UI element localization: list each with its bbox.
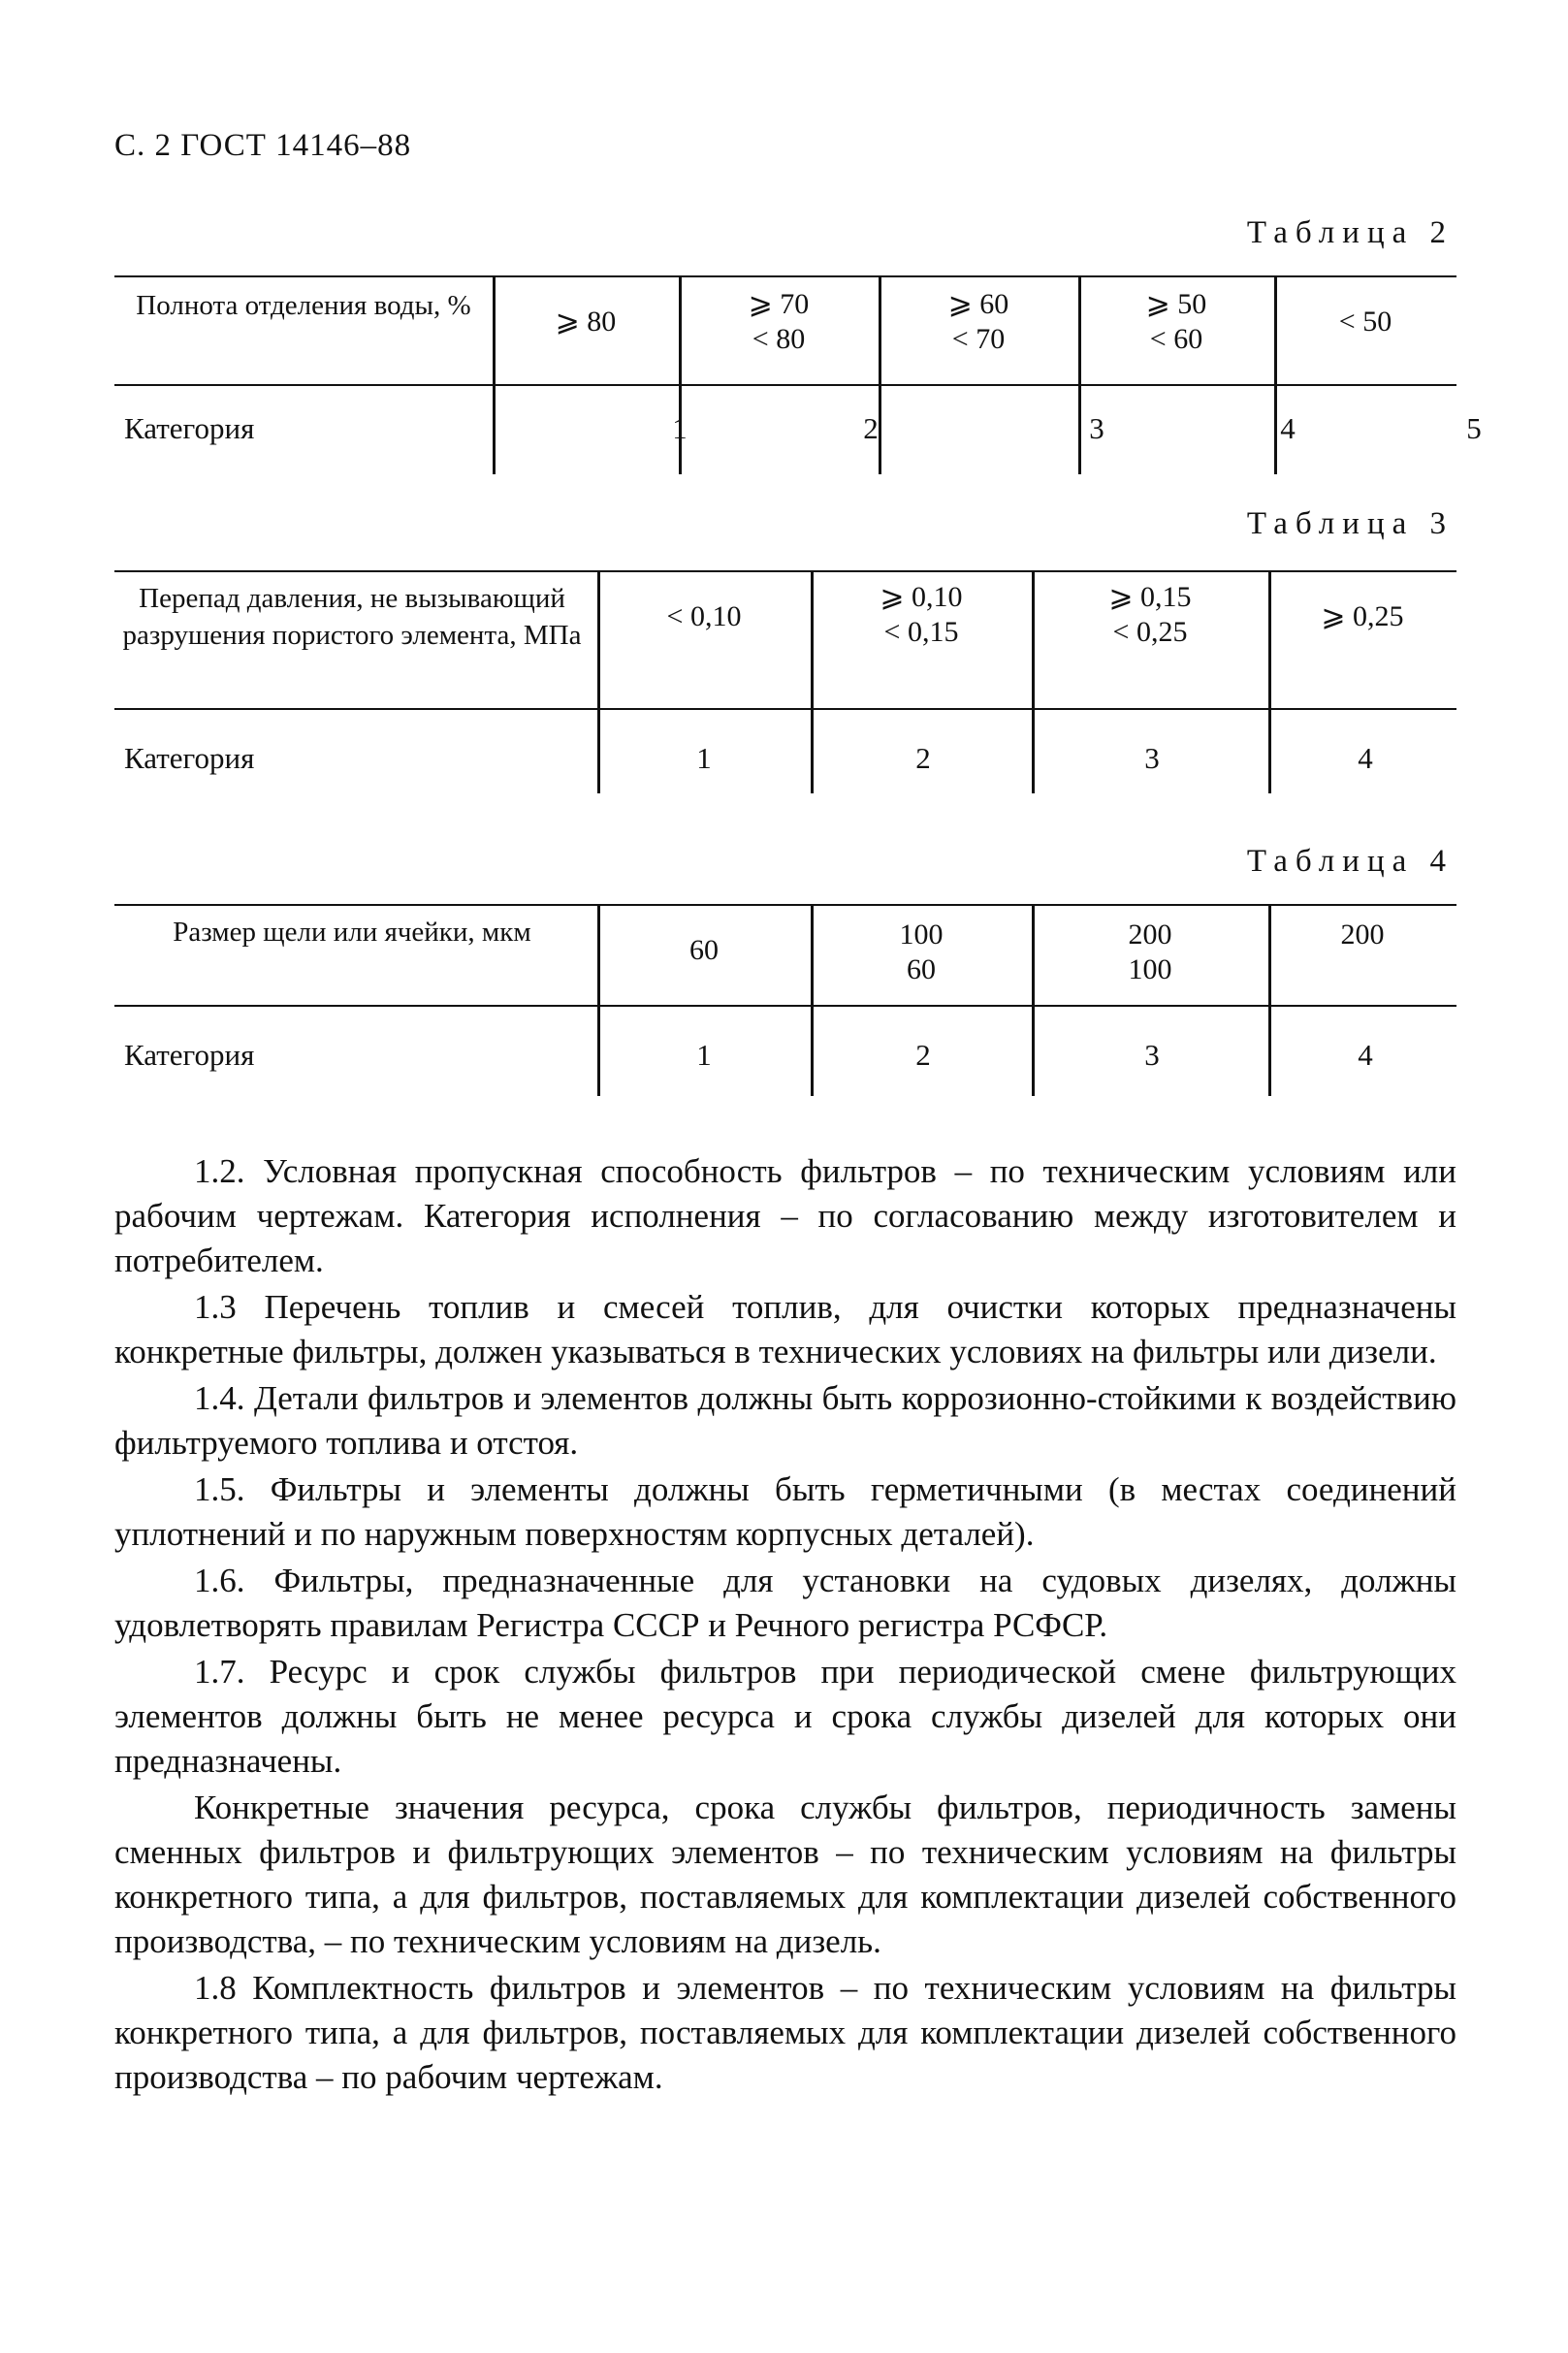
table3-category: 3 bbox=[1144, 741, 1160, 775]
table3-head-cell: Перепад давления, не вызывающий разрушения пористого элемента, МПа bbox=[122, 583, 582, 651]
table3-col-value: ⩾ 0,25 bbox=[1321, 600, 1404, 632]
paragraph-1-7: 1.7. Ресурс и срок службы фильтров при периодической смене фильтрующих элементов должны быть не менее ресурса и срока службы дизелей для которых они предназначены. bbox=[114, 1653, 1456, 1780]
table3-category: 4 bbox=[1358, 741, 1373, 775]
table2-category: 1 bbox=[672, 411, 688, 445]
table4-col-value: 100 60 bbox=[899, 919, 944, 985]
table3 bbox=[114, 570, 1456, 793]
table3-row-label: Категория bbox=[124, 741, 255, 775]
table2-category: 4 bbox=[1280, 411, 1296, 445]
page-header: С. 2 ГОСТ 14146–88 bbox=[114, 128, 412, 163]
table4-col-value: 60 bbox=[689, 934, 719, 966]
table2-category: 3 bbox=[1089, 411, 1104, 445]
table3-col-value: < 0,10 bbox=[666, 600, 742, 632]
table4-col-value: 200 100 bbox=[1128, 919, 1172, 985]
table3-col-value: ⩾ 0,10 < 0,15 bbox=[880, 581, 963, 648]
table2-col-value: ⩾ 70 < 80 bbox=[748, 288, 810, 355]
table4-row-label: Категория bbox=[124, 1038, 255, 1072]
table2-head-cell: Полнота отделения воды, % bbox=[136, 290, 471, 321]
paragraph-1-4: 1.4. Детали фильтров и элементов должны быть коррозионно-стойкими к воздействию фильтруемого топлива и отстоя. bbox=[114, 1379, 1456, 1462]
table3-col-value: ⩾ 0,15 < 0,25 bbox=[1108, 581, 1192, 648]
table2-row-label: Категория bbox=[124, 411, 255, 445]
paragraph-1-2: 1.2. Условная пропускная способность фильтров – по техническим условиям или рабочим чертежам. Категория исполнения – по согласованию между изготовителем и потребителем. bbox=[114, 1152, 1456, 1279]
paragraph-1-8: 1.8 Комплектность фильтров и элементов – по техническим условиям на фильтры конкретного типа, а для фильтров, поставляемых для комплектации дизелей собственного производства – по рабочим чертежам. bbox=[114, 1969, 1456, 2096]
table3-label: Таблица 3 bbox=[1246, 506, 1454, 541]
table2-col-value: < 50 bbox=[1338, 306, 1392, 338]
table2-label: Таблица 2 bbox=[1246, 215, 1454, 250]
table2-col-value: ⩾ 50 < 60 bbox=[1145, 288, 1207, 355]
table4-category: 4 bbox=[1358, 1038, 1373, 1072]
table4-head-cell: Размер щели или ячейки, мкм bbox=[173, 917, 531, 948]
table2-category: 2 bbox=[863, 411, 879, 445]
table2-category: 5 bbox=[1466, 411, 1482, 445]
table3-category: 1 bbox=[696, 741, 712, 775]
body-text bbox=[114, 1149, 1456, 2100]
paragraph-1-3: 1.3 Перечень топлив и смесей топлив, для очистки которых предназначены конкретные фильтры, должен указываться в технических условиях на фильтры или дизели. bbox=[114, 1288, 1456, 1370]
table4-category: 2 bbox=[915, 1038, 931, 1072]
table4-category: 1 bbox=[696, 1038, 712, 1072]
table4 bbox=[114, 904, 1456, 1096]
paragraph-1-5: 1.5. Фильтры и элементы должны быть герметичными (в местах соединений уплотнений и по наружным поверхностям корпусных деталей). bbox=[114, 1470, 1456, 1553]
table4-col-value: 200 bbox=[1340, 919, 1385, 951]
table2-col-value: ⩾ 80 bbox=[555, 306, 617, 338]
table3-category: 2 bbox=[915, 741, 931, 775]
table2 bbox=[114, 275, 1482, 474]
paragraph-1-6: 1.6. Фильтры, предназначенные для установки на судовых дизелях, должны удовлетворять правилам Регистра СССР и Речного регистра РСФСР. bbox=[114, 1562, 1456, 1644]
table4-label: Таблица 4 bbox=[1246, 844, 1454, 879]
table2-col-value: ⩾ 60 < 70 bbox=[947, 288, 1009, 355]
paragraph-1-7-cont: Конкретные значения ресурса, срока службы фильтров, периодичность замены сменных фильтров и фильтрующих элементов – по техническим условиям на фильтры конкретного типа, а для фильтров, поставляемых для комплектации дизелей собственного производства, – по техническим условиям на дизель. bbox=[114, 1789, 1456, 1960]
table4-category: 3 bbox=[1144, 1038, 1160, 1072]
